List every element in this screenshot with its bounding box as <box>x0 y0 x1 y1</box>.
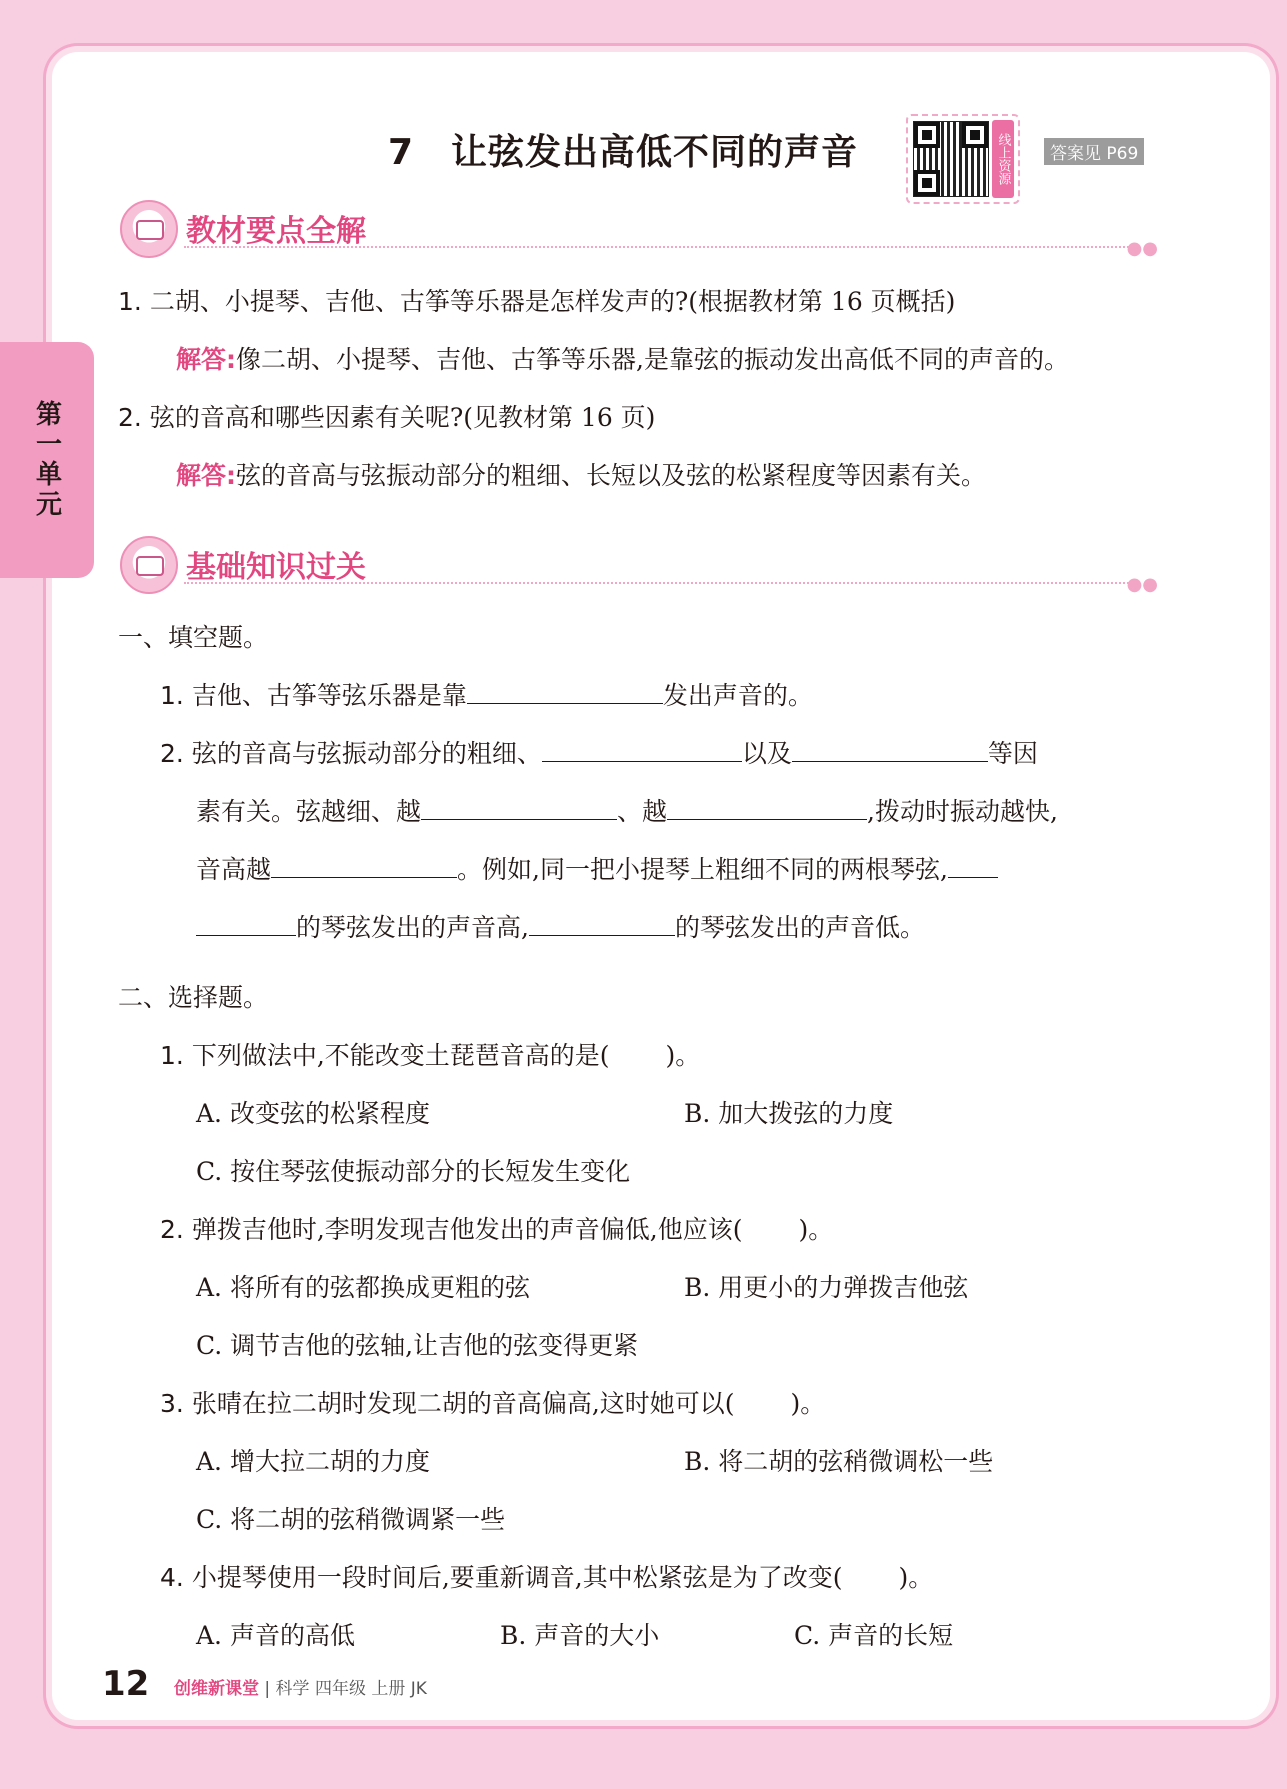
answer-tag: 解答: <box>176 461 236 490</box>
brand-name: 创维新课堂 <box>174 1679 259 1699</box>
answer-blank[interactable] <box>667 795 867 820</box>
question-text: 、越 <box>617 797 668 826</box>
question-1 <box>118 282 955 318</box>
answer-blank[interactable] <box>948 853 998 878</box>
question-text: 弦的音高和哪些因素有关呢?(见教材第 16 页) <box>149 403 656 432</box>
section-title: 教材要点全解 <box>186 214 366 249</box>
unit-tab <box>0 342 94 578</box>
choice-2-option-a: A. 将所有的弦都换成更粗的弦 <box>196 1273 530 1302</box>
question-text: 张晴在拉二胡时发现二胡的音高偏高,这时她可以( <box>191 1389 735 1418</box>
choice-1-option-c: C. 按住琴弦使振动部分的长短发生变化 <box>196 1157 631 1186</box>
qr-finder-mark <box>962 122 988 148</box>
question-text: 发出声音的。 <box>662 681 813 710</box>
mascot-icon <box>120 536 178 594</box>
choice-question-3 <box>160 1384 825 1420</box>
question-text: 弹拨吉他时,李明发现吉他发出的声音偏低,他应该( <box>191 1215 743 1244</box>
choice-1-option-b: B. 加大拨弦的力度 <box>684 1099 894 1128</box>
question-text: 弦的音高与弦振动部分的粗细、 <box>191 739 542 768</box>
answer-text: 弦的音高与弦振动部分的粗细、长短以及弦的松紧程度等因素有关。 <box>236 461 987 490</box>
choice-3-option-b: B. 将二胡的弦稍微调松一些 <box>684 1447 994 1476</box>
unit-tab-label: 第一单元 <box>31 400 62 520</box>
question-text: 。例如,同一把小提琴上粗细不同的两根琴弦, <box>457 855 948 884</box>
answer-blank[interactable] <box>271 853 457 878</box>
answer-blank[interactable] <box>196 911 296 936</box>
answer-blank[interactable] <box>542 737 742 762</box>
question-number: 2. <box>160 1215 184 1244</box>
question-number: 1. <box>160 681 184 710</box>
page-number: 12 <box>102 1664 150 1704</box>
fill-question-2-line-3 <box>196 850 998 886</box>
question-2 <box>118 398 655 434</box>
question-number: 4. <box>160 1563 184 1592</box>
qr-finder-mark <box>914 170 940 196</box>
question-text: ,拨动时振动越快, <box>867 797 1058 826</box>
answer-tag: 解答: <box>176 345 236 374</box>
qr-code-icon <box>914 122 988 196</box>
answer-2 <box>176 456 986 492</box>
dots-icon: ●● <box>1126 574 1158 595</box>
choice-1-option-a: A. 改变弦的松紧程度 <box>196 1099 430 1128</box>
answer-blank[interactable] <box>792 737 988 762</box>
choice-question-4 <box>160 1558 933 1594</box>
choice-4-option-c: C. 声音的长短 <box>794 1621 954 1650</box>
fill-question-2-line-4 <box>196 908 925 944</box>
answer-reference: 答案见 P69 <box>1044 138 1144 165</box>
question-text: 的琴弦发出的声音高, <box>296 913 529 942</box>
section-heading-basic-knowledge <box>116 536 1162 595</box>
qr-resource[interactable] <box>906 114 1020 204</box>
divider <box>184 246 1136 248</box>
question-number: 3. <box>160 1389 184 1418</box>
question-number: 1. <box>160 1041 184 1070</box>
book-mascot-icon <box>120 200 178 258</box>
qr-label: 线上资源 <box>992 120 1014 198</box>
question-number: 2. <box>160 739 184 768</box>
question-text: 吉他、古筝等弦乐器是靠 <box>191 681 467 710</box>
question-number: 2. <box>118 403 142 432</box>
question-text: 等因 <box>987 739 1038 768</box>
qr-finder-mark <box>914 122 940 148</box>
question-text: )。 <box>790 1389 826 1418</box>
divider <box>184 582 1136 584</box>
choice-2-option-c: C. 调节吉他的弦轴,让吉他的弦变得更紧 <box>196 1331 639 1360</box>
fill-in-heading: 一、填空题。 <box>118 623 269 652</box>
question-text: 二胡、小提琴、吉他、古筝等乐器是怎样发声的?(根据教材第 16 页概括) <box>149 287 956 316</box>
book-info: | 科学 四年级 上册 JK <box>264 1679 427 1699</box>
answer-blank[interactable] <box>529 911 675 936</box>
answer-blank[interactable] <box>467 679 663 704</box>
question-text: 素有关。弦越细、越 <box>196 797 422 826</box>
question-text: )。 <box>798 1215 834 1244</box>
dots-icon: ●● <box>1126 238 1158 259</box>
choice-4-option-b: B. 声音的大小 <box>500 1621 660 1650</box>
choice-question-1 <box>160 1036 700 1072</box>
section-heading-key-points <box>116 200 1162 259</box>
choice-heading: 二、选择题。 <box>118 983 269 1012</box>
fill-question-1 <box>160 676 813 712</box>
question-text: )。 <box>665 1041 701 1070</box>
question-number: 1. <box>118 287 142 316</box>
question-text: 音高越 <box>196 855 272 884</box>
choice-3-option-a: A. 增大拉二胡的力度 <box>196 1447 430 1476</box>
choice-4-option-a: A. 声音的高低 <box>196 1621 355 1650</box>
question-text: 以及 <box>741 739 792 768</box>
section-title: 基础知识过关 <box>186 550 366 585</box>
footer-brand <box>174 1674 427 1699</box>
choice-3-option-c: C. 将二胡的弦稍微调紧一些 <box>196 1505 506 1534</box>
answer-1 <box>176 340 1069 376</box>
choice-2-option-b: B. 用更小的力弹拨吉他弦 <box>684 1273 969 1302</box>
fill-question-2 <box>160 734 1038 770</box>
choice-question-2 <box>160 1210 833 1246</box>
question-text: 小提琴使用一段时间后,要重新调音,其中松紧弦是为了改变( <box>191 1563 843 1592</box>
fill-question-2-line-2 <box>196 792 1058 828</box>
question-text: 下列做法中,不能改变土琵琶音高的是( <box>191 1041 610 1070</box>
page-title: 7 让弦发出高低不同的声音 <box>388 132 859 173</box>
question-text: )。 <box>898 1563 934 1592</box>
question-text: 的琴弦发出的声音低。 <box>674 913 925 942</box>
answer-blank[interactable] <box>421 795 617 820</box>
answer-text: 像二胡、小提琴、吉他、古筝等乐器,是靠弦的振动发出高低不同的声音的。 <box>236 345 1069 374</box>
